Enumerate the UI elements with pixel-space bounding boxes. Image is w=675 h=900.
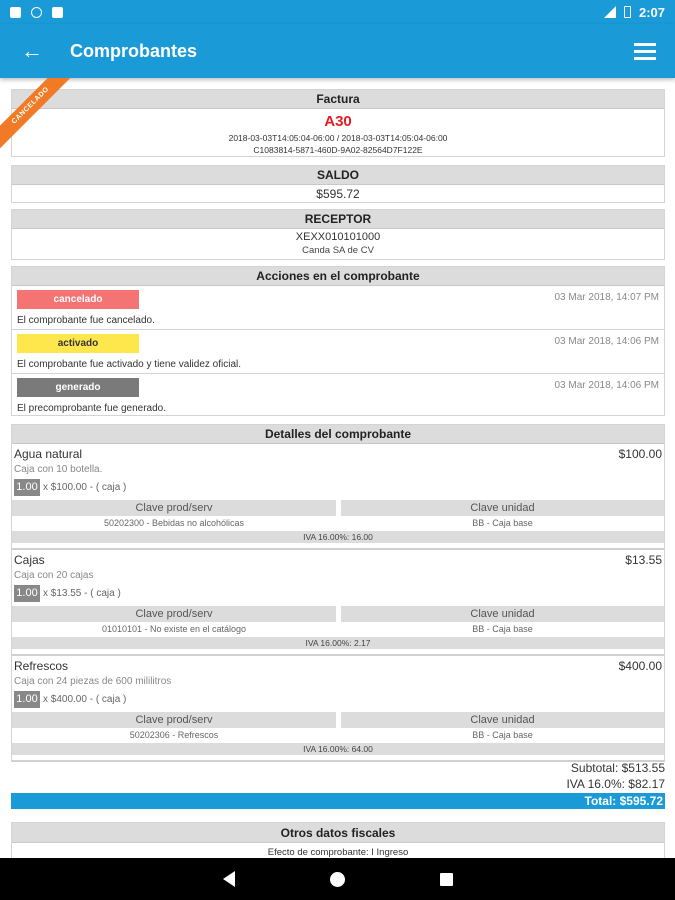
clave-prod-label: Clave prod/serv xyxy=(12,606,336,622)
factura-header: Factura xyxy=(12,90,664,109)
saldo-header: SALDO xyxy=(12,166,664,185)
qty-box: 1.00 xyxy=(14,479,40,496)
content-scroll[interactable] xyxy=(0,78,675,858)
clave-unidad-value: BB - Caja base xyxy=(472,730,533,740)
item-desc: Caja con 20 cajas xyxy=(14,570,94,581)
saldo-panel xyxy=(11,165,665,203)
signal-icon xyxy=(604,6,616,18)
sd-card-icon xyxy=(52,7,63,18)
action-row xyxy=(12,330,664,374)
clave-prod-label: Clave prod/serv xyxy=(12,712,336,728)
action-date: 03 Mar 2018, 14:06 PM xyxy=(554,336,659,347)
item-desc: Caja con 10 botella. xyxy=(14,464,103,475)
status-bar xyxy=(0,0,675,24)
back-arrow-icon[interactable]: ← xyxy=(21,38,43,63)
receptor-header: RECEPTOR xyxy=(12,210,664,229)
saldo-value: $595.72 xyxy=(316,187,360,201)
item-name: Cajas xyxy=(14,553,45,567)
clock: 2:07 xyxy=(638,4,665,20)
item-qty-row xyxy=(14,479,126,496)
clave-prod-value: 01010101 - No existe en el catálogo xyxy=(101,624,247,634)
nav-home-icon[interactable] xyxy=(330,872,345,887)
clave-unidad-value: BB - Caja base xyxy=(472,624,533,634)
iva-line: IVA 16.00%: 2.17 xyxy=(12,637,664,649)
unit-price: x $100.00 - ( caja ) xyxy=(43,482,127,493)
action-desc: El precomprobante fue generado. xyxy=(17,403,166,414)
iva-line: IVA 16.00%: 16.00 xyxy=(12,531,664,543)
acciones-panel xyxy=(11,266,665,416)
qty-box: 1.00 xyxy=(14,585,40,602)
action-row xyxy=(12,286,664,330)
nav-recents-icon[interactable] xyxy=(440,873,453,886)
item-name: Agua natural xyxy=(14,447,83,461)
action-date: 03 Mar 2018, 14:07 PM xyxy=(554,292,659,303)
action-desc: El comprobante fue activado y tiene validez oficial. xyxy=(17,359,242,370)
item-price: $100.00 xyxy=(618,447,662,461)
acciones-header: Acciones en el comprobante xyxy=(12,267,664,286)
status-badge-cancelado: cancelado xyxy=(17,290,139,309)
clave-prod-value: 50202300 - Bebidas no alcohólicas xyxy=(103,518,245,528)
receptor-name: Canda SA de CV xyxy=(302,245,374,256)
cancelado-ribbon: CANCELADO xyxy=(0,78,76,151)
item-qty-row xyxy=(14,585,121,602)
receptor-rfc: XEXX010101000 xyxy=(295,231,381,243)
item-name: Refrescos xyxy=(14,659,69,673)
item-price: $400.00 xyxy=(618,659,662,673)
clave-unidad-label: Clave unidad xyxy=(341,500,664,516)
ribbon-container xyxy=(0,78,90,168)
unit-price: x $13.55 - ( caja ) xyxy=(43,588,121,599)
page-title: Comprobantes xyxy=(70,40,198,61)
sync-icon xyxy=(31,7,42,18)
qty-box: 1.00 xyxy=(14,691,40,708)
folio: A30 xyxy=(324,113,352,130)
line-item xyxy=(12,550,664,656)
item-desc: Caja con 24 piezas de 600 mililitros xyxy=(14,676,172,687)
otros-header: Otros datos fiscales xyxy=(12,823,664,843)
action-date: 03 Mar 2018, 14:06 PM xyxy=(554,380,659,391)
nav-back-icon[interactable] xyxy=(223,871,235,887)
system-nav-bar xyxy=(0,858,675,900)
efecto-comprobante: Efecto de comprobante: I Ingreso xyxy=(267,847,409,858)
factura-uuid: C1083814-5871-460D-9A02-82564D7F122E xyxy=(253,145,423,155)
detalles-panel xyxy=(11,424,665,762)
clave-unidad-label: Clave unidad xyxy=(341,712,664,728)
item-price: $13.55 xyxy=(625,553,662,567)
iva-line: IVA 16.00%: 64.00 xyxy=(12,743,664,755)
total-bar: Total: $595.72 xyxy=(11,793,665,809)
subtotal: Subtotal: $513.55 xyxy=(570,761,665,775)
unit-price: x $400.00 - ( caja ) xyxy=(43,694,127,705)
action-row xyxy=(12,374,664,418)
factura-dates: 2018-03-03T14:05:04-06:00 / 2018-03-03T14:05:04-06:00 xyxy=(228,133,448,143)
item-qty-row xyxy=(14,691,126,708)
hamburger-menu-icon[interactable] xyxy=(615,24,675,78)
clave-prod-value: 50202306 - Refrescos xyxy=(129,730,219,740)
otros-panel xyxy=(11,822,665,858)
status-badge-activado: activado xyxy=(17,334,139,353)
detalles-header: Detalles del comprobante xyxy=(12,425,664,444)
line-item xyxy=(12,656,664,762)
iva-total: IVA 16.0%: $82.17 xyxy=(566,777,665,791)
factura-panel xyxy=(11,89,665,157)
clave-prod-label: Clave prod/serv xyxy=(12,500,336,516)
clave-unidad-value: BB - Caja base xyxy=(472,518,533,528)
status-badge-generado: generado xyxy=(17,378,139,397)
receptor-panel xyxy=(11,209,665,260)
line-item xyxy=(12,444,664,550)
clave-unidad-label: Clave unidad xyxy=(341,606,664,622)
battery-icon xyxy=(624,6,631,18)
action-desc: El comprobante fue cancelado. xyxy=(17,315,155,326)
app-bar xyxy=(0,24,675,78)
notification-icon xyxy=(10,7,21,18)
